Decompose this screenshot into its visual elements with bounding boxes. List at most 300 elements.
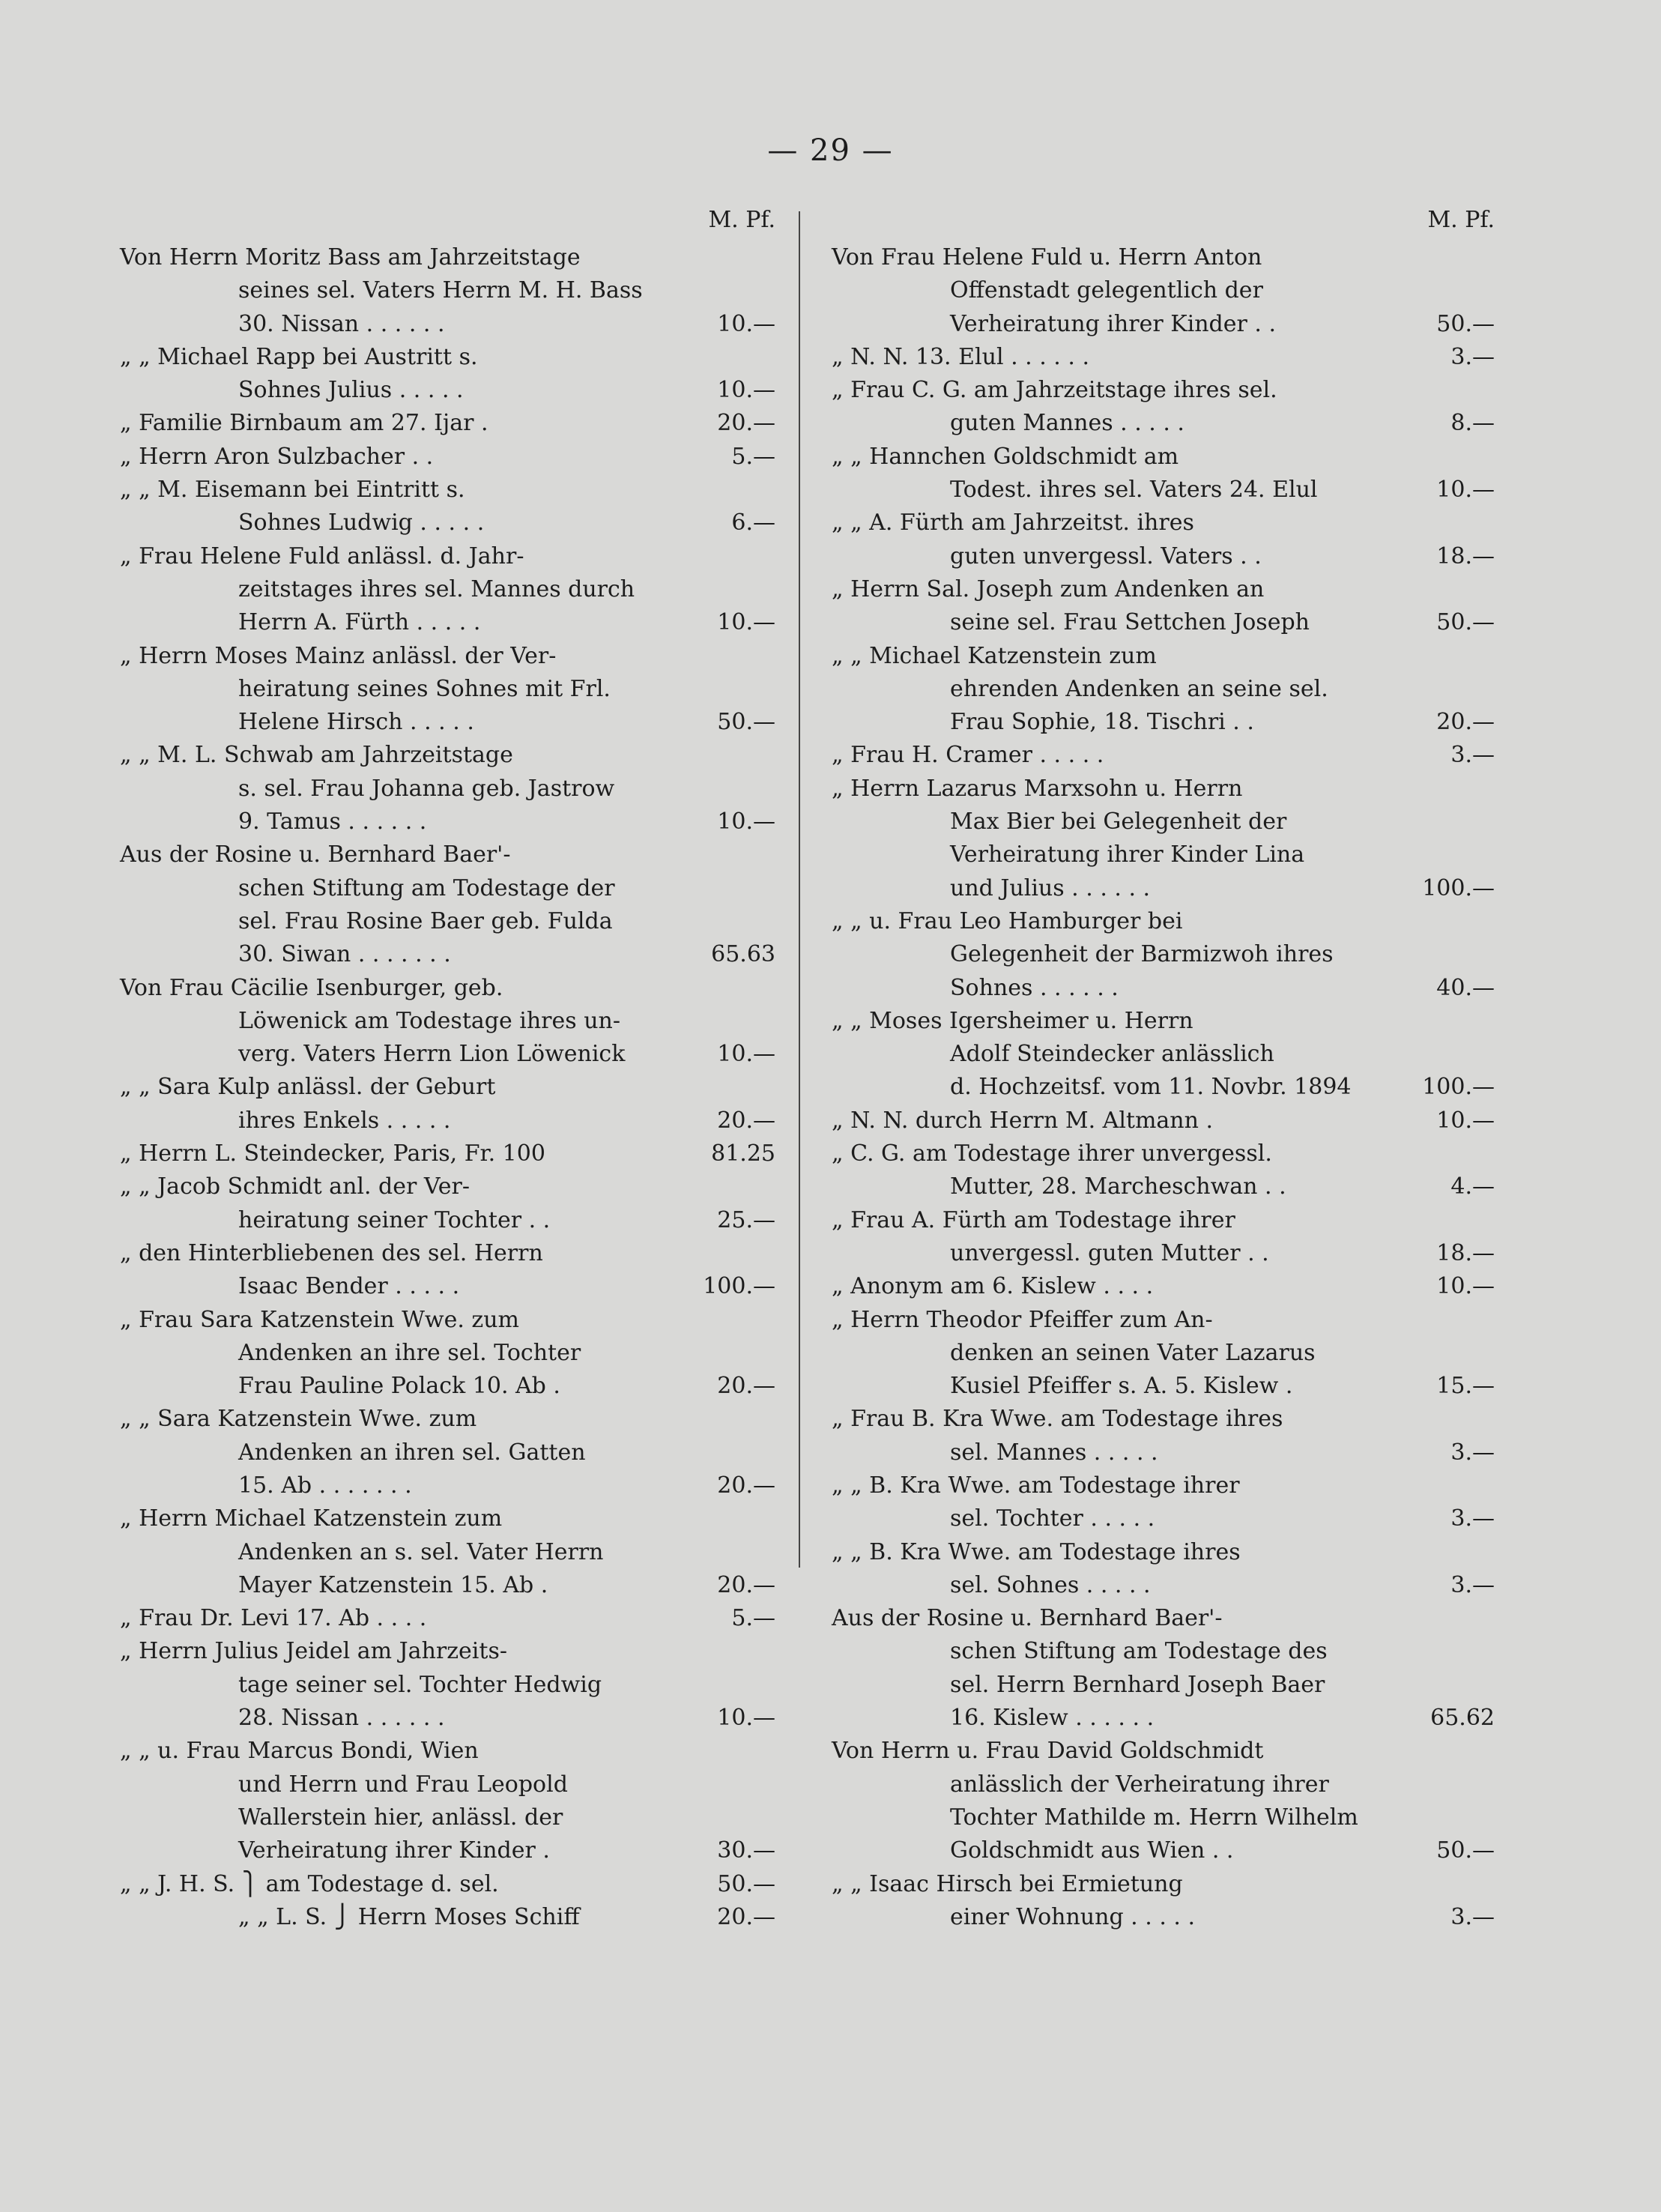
entry-text: Adolf Steindecker anlässlich [950, 1041, 1274, 1068]
entry-line [120, 905, 775, 938]
donation-entry [832, 1735, 1495, 1867]
entry-line [120, 507, 775, 540]
entry-amount: 10.— [717, 609, 775, 636]
entry-text: „ Familie Birnbaum am 27. Ijar . [120, 410, 488, 437]
entry-text: Mayer Katzenstein 15. Ab . [238, 1571, 548, 1598]
entry-amount: 18.— [1436, 1239, 1495, 1266]
entry-text: Herrn A. Fürth . . . . . [238, 609, 481, 636]
entry-line [120, 1005, 775, 1038]
entry-text: „ Herrn Julius Jeidel am Jahrzeits- [120, 1638, 507, 1665]
entry-line [832, 1237, 1495, 1270]
donation-entry [832, 573, 1495, 640]
entry-line [832, 407, 1495, 440]
donation-entry [120, 838, 775, 971]
entry-line [832, 1170, 1495, 1203]
entry-line [120, 1602, 775, 1635]
entry-line [120, 1170, 775, 1203]
entry-text: „ den Hinterbliebenen des sel. Herrn [120, 1239, 543, 1266]
entry-amount: 10.— [717, 377, 775, 404]
entry-amount: 4.— [1450, 1173, 1495, 1200]
entry-text: Sohnes . . . . . . [950, 974, 1119, 1001]
entry-amount: 20.— [717, 1571, 775, 1598]
entry-line [832, 507, 1495, 540]
entry-text: denken an seinen Vater Lazarus [950, 1339, 1316, 1366]
entry-text: Verheiratung ihrer Kinder Lina [950, 841, 1305, 868]
entry-line [120, 1204, 775, 1237]
entry-amount: 50.— [1436, 609, 1495, 636]
entry-line [120, 773, 775, 806]
entry-text: „ N. N. 13. Elul . . . . . . [832, 343, 1089, 370]
entry-amount: 50.— [717, 1870, 775, 1897]
entry-line [832, 1370, 1495, 1403]
donation-entry [120, 1170, 775, 1237]
donation-entry [832, 1005, 1495, 1105]
entry-line [120, 1669, 775, 1702]
entry-text: „ Frau B. Kra Wwe. am Todestage ihres [832, 1406, 1283, 1433]
entry-line [832, 938, 1495, 971]
entry-text: d. Hochzeitsf. vom 11. Novbr. 1894 [950, 1074, 1352, 1101]
donation-entry [832, 1868, 1495, 1935]
entry-line [832, 1635, 1495, 1668]
entry-line [832, 1270, 1495, 1303]
entry-line [120, 1370, 775, 1403]
entry-text: „ „ B. Kra Wwe. am Todestage ihrer [832, 1472, 1240, 1499]
entry-text: Von Frau Helene Fuld u. Herrn Anton [832, 244, 1262, 271]
donation-entry [832, 1602, 1495, 1735]
donation-entry [120, 640, 775, 740]
entry-line [832, 1071, 1495, 1104]
entry-line [832, 1901, 1495, 1934]
entry-text: sel. Tochter . . . . . [950, 1505, 1155, 1532]
donation-entry [832, 1105, 1495, 1137]
entry-line [832, 1436, 1495, 1469]
entry-line [120, 1105, 775, 1137]
entry-text: 30. Siwan . . . . . . . [238, 941, 451, 968]
donation-entry [120, 1868, 775, 1935]
entry-text: heiratung seiner Tochter . . [238, 1206, 551, 1233]
entry-line [832, 474, 1495, 507]
entry-amount: 25.— [717, 1206, 775, 1233]
entry-amount: 3.— [1450, 742, 1495, 769]
entry-line [832, 1403, 1495, 1436]
donation-entry [120, 1635, 775, 1735]
donation-entry [120, 1071, 775, 1137]
entry-line [832, 673, 1495, 706]
entry-amount: 40.— [1436, 974, 1495, 1001]
entry-line [120, 1868, 775, 1901]
entry-line [120, 1735, 775, 1768]
donation-entry [120, 241, 775, 341]
entry-text: Sohnes Ludwig . . . . . [238, 510, 485, 537]
entry-text: 30. Nissan . . . . . . [238, 310, 445, 337]
entry-line [832, 1304, 1495, 1337]
entry-text: Max Bier bei Gelegenheit der [950, 809, 1287, 835]
entry-line [120, 407, 775, 440]
entry-line [832, 1868, 1495, 1901]
entry-text: zeitstages ihres sel. Mannes durch [238, 575, 635, 602]
donation-entry [120, 474, 775, 540]
entry-text: anlässlich der Verheiratung ihrer [950, 1771, 1329, 1798]
entry-text: „ Herrn Theodor Pfeiffer zum An- [832, 1306, 1213, 1333]
entry-amount: 100.— [1422, 1074, 1495, 1101]
entry-text: „ Herrn Sal. Joseph zum Andenken an [832, 575, 1265, 602]
entry-amount: 20.— [717, 1373, 775, 1400]
entry-text: Andenken an s. sel. Vater Herrn [238, 1538, 604, 1565]
donation-entry [832, 441, 1495, 507]
entry-amount: 10.— [717, 1705, 775, 1732]
entry-line [120, 606, 775, 639]
entry-amount: 3.— [1450, 343, 1495, 370]
entry-amount: 20.— [717, 1472, 775, 1499]
donation-entry [832, 241, 1495, 341]
donation-entry [832, 374, 1495, 441]
entry-text: „ „ M. Eisemann bei Eintritt s. [120, 477, 465, 504]
entry-text: „ Anonym am 6. Kislew . . . . [832, 1273, 1154, 1300]
entry-text: einer Wohnung . . . . . [950, 1903, 1196, 1930]
entry-text: „ „ Moses Igersheimer u. Herrn [832, 1007, 1193, 1034]
entry-text: Löwenick am Todestage ihres un- [238, 1007, 620, 1034]
entry-line [120, 274, 775, 307]
entry-line [832, 1801, 1495, 1834]
entry-text: sel. Frau Rosine Baer geb. Fulda [238, 907, 613, 934]
entry-line [120, 1469, 775, 1502]
entry-line [120, 1702, 775, 1735]
entry-text: Verheiratung ihrer Kinder . [238, 1837, 550, 1864]
entry-line [832, 905, 1495, 938]
donation-entry [120, 540, 775, 640]
entry-text: Von Frau Cäcilie Isenburger, geb. [120, 974, 503, 1001]
entry-line [120, 374, 775, 407]
donation-entry [120, 341, 775, 408]
entry-line [832, 1005, 1495, 1038]
entry-amount: 20.— [717, 410, 775, 437]
entry-text: Von Herrn Moritz Bass am Jahrzeitstage [120, 244, 581, 271]
entry-line [832, 1602, 1495, 1635]
entry-amount: 20.— [717, 1107, 775, 1134]
entry-line [832, 1569, 1495, 1602]
entry-text: s. sel. Frau Johanna geb. Jastrow [238, 775, 615, 802]
entry-line [832, 1768, 1495, 1801]
donation-entry [832, 341, 1495, 374]
entry-text: Frau Sophie, 18. Tischri . . [950, 709, 1254, 736]
entry-line [832, 806, 1495, 838]
entry-line [832, 606, 1495, 639]
entry-line [832, 706, 1495, 739]
entry-line [832, 1337, 1495, 1370]
entry-amount: 65.63 [711, 941, 775, 968]
entry-text: unvergessl. guten Mutter . . [950, 1239, 1269, 1266]
entry-text: 9. Tamus . . . . . . [238, 809, 427, 835]
entry-line [120, 474, 775, 507]
entry-amount: 10.— [1436, 1107, 1495, 1134]
entry-amount: 15.— [1436, 1373, 1495, 1400]
entry-text: „ Herrn Moses Mainz anlässl. der Ver- [120, 642, 557, 669]
entry-text: seine sel. Frau Settchen Joseph [950, 609, 1310, 636]
left-entries [120, 241, 775, 1934]
entry-line [120, 706, 775, 739]
entry-text: schen Stiftung am Todestage der [238, 874, 615, 901]
entry-text: und Julius . . . . . . [950, 874, 1151, 901]
donation-entry [120, 739, 775, 838]
entry-line [832, 640, 1495, 673]
entry-line [832, 441, 1495, 474]
entry-line [120, 1569, 775, 1602]
donation-entry [832, 640, 1495, 740]
entry-text: 16. Kislew . . . . . . [950, 1705, 1155, 1732]
entry-text: Todest. ihres sel. Vaters 24. Elul [950, 477, 1318, 504]
entry-text: Mutter, 28. Marcheschwan . . [950, 1173, 1286, 1200]
entry-text: „ Frau C. G. am Jahrzeitstage ihres sel. [832, 377, 1277, 404]
entry-line [120, 1304, 775, 1337]
donation-entry [120, 407, 775, 440]
entry-line [832, 540, 1495, 573]
entry-text: guten unvergessl. Vaters . . [950, 543, 1262, 569]
entry-line [832, 1469, 1495, 1502]
entry-text: sel. Mannes . . . . . [950, 1439, 1158, 1466]
entry-amount: 20.— [1436, 709, 1495, 736]
entry-amount: 5.— [731, 1605, 775, 1632]
page-number: — 29 — [767, 133, 894, 168]
entry-line [120, 673, 775, 706]
entry-line [120, 1768, 775, 1801]
entry-line [120, 806, 775, 838]
entry-amount: 3.— [1450, 1505, 1495, 1532]
unit-header-label: M. Pf. [708, 207, 775, 233]
donation-entry [832, 1137, 1495, 1204]
entry-amount: 18.— [1436, 543, 1495, 569]
entry-amount: 3.— [1450, 1571, 1495, 1598]
entry-text: „ Frau Helene Fuld anlässl. d. Jahr- [120, 543, 524, 569]
entry-line [832, 274, 1495, 307]
entry-amount: 20.— [717, 1903, 775, 1930]
entry-amount: 3.— [1450, 1439, 1495, 1466]
entry-text: schen Stiftung am Todestage des [950, 1638, 1328, 1665]
entry-line [832, 1038, 1495, 1071]
donation-entry [832, 1403, 1495, 1469]
entry-line [832, 1834, 1495, 1867]
donation-entry [120, 972, 775, 1072]
donation-entry [120, 1304, 775, 1403]
entry-text: „ Herrn L. Steindecker, Paris, Fr. 100 [120, 1140, 545, 1167]
donation-entry [120, 441, 775, 474]
entry-line [120, 1137, 775, 1170]
entry-line [832, 773, 1495, 806]
entry-line [120, 341, 775, 374]
entry-text: „ Frau H. Cramer . . . . . [832, 742, 1104, 769]
entry-line [832, 573, 1495, 606]
donation-entry [832, 1270, 1495, 1303]
right-entries [832, 241, 1495, 1934]
entry-text: „ Frau A. Fürth am Todestage ihrer [832, 1206, 1235, 1233]
entry-text: und Herrn und Frau Leopold [238, 1771, 568, 1798]
left-unit-header [120, 207, 775, 241]
entry-text: Goldschmidt aus Wien . . [950, 1837, 1234, 1864]
entry-line [120, 1337, 775, 1370]
entry-text: „ Herrn Aron Sulzbacher . . [120, 443, 434, 470]
donation-entry [832, 1304, 1495, 1403]
entry-text: „ „ M. L. Schwab am Jahrzeitstage [120, 742, 513, 769]
donation-entry [832, 1536, 1495, 1603]
entry-line [120, 1635, 775, 1668]
entry-line [120, 1403, 775, 1436]
entry-amount: 10.— [1436, 477, 1495, 504]
entry-line [832, 341, 1495, 374]
entry-amount: 10.— [1436, 1273, 1495, 1300]
entry-line [832, 1536, 1495, 1569]
unit-header-label: M. Pf. [1427, 207, 1495, 233]
entry-text: „ Frau Sara Katzenstein Wwe. zum [120, 1306, 519, 1333]
entry-text: „ „ u. Frau Marcus Bondi, Wien [120, 1738, 479, 1765]
entry-line [832, 1502, 1495, 1535]
entry-amount: 10.— [717, 310, 775, 337]
entry-amount: 65.62 [1430, 1705, 1495, 1732]
entry-amount: 50.— [717, 709, 775, 736]
entry-text: Von Herrn u. Frau David Goldschmidt [832, 1738, 1264, 1765]
entry-amount: 81.25 [711, 1140, 775, 1167]
entry-line [120, 1038, 775, 1071]
donation-entry [120, 1403, 775, 1502]
entry-amount: 10.— [717, 809, 775, 835]
entry-text: Andenken an ihren sel. Gatten [238, 1439, 586, 1466]
entry-line [832, 872, 1495, 905]
entry-text: Offenstadt gelegentlich der [950, 277, 1263, 304]
entry-text: Tochter Mathilde m. Herrn Wilhelm [950, 1804, 1358, 1831]
entry-text: Helene Hirsch . . . . . [238, 709, 474, 736]
entry-text: Frau Pauline Polack 10. Ab . [238, 1373, 560, 1400]
entry-text: sel. Sohnes . . . . . [950, 1571, 1151, 1598]
right-unit-header [832, 207, 1495, 241]
left-column [120, 207, 775, 1934]
entry-line [120, 573, 775, 606]
entry-line [832, 739, 1495, 772]
donation-entry [120, 1735, 775, 1867]
entry-text: Gelegenheit der Barmizwoh ihres [950, 941, 1334, 968]
entry-text: Andenken an ihre sel. Tochter [238, 1339, 581, 1366]
entry-line [832, 241, 1495, 274]
entry-text: ehrenden Andenken an seine sel. [950, 675, 1328, 702]
entry-line [120, 1436, 775, 1469]
donation-entry [832, 905, 1495, 1005]
entry-text: „ Frau Dr. Levi 17. Ab . . . . [120, 1605, 427, 1632]
entry-line [120, 1270, 775, 1303]
entry-line [120, 308, 775, 341]
entry-line [120, 241, 775, 274]
entry-amount: 30.— [717, 1837, 775, 1864]
entry-text: Kusiel Pfeiffer s. A. 5. Kislew . [950, 1373, 1293, 1400]
entry-text: „ „ Isaac Hirsch bei Ermietung [832, 1870, 1183, 1897]
donation-entry [832, 739, 1495, 772]
entry-amount: 100.— [703, 1273, 775, 1300]
donation-entry [832, 1204, 1495, 1271]
entry-text: Isaac Bender . . . . . [238, 1273, 460, 1300]
entry-text: Sohnes Julius . . . . . [238, 377, 464, 404]
entry-amount: 3.— [1450, 1903, 1495, 1930]
entry-text: „ Herrn Lazarus Marxsohn u. Herrn [832, 775, 1243, 802]
entry-amount: 8.— [1450, 410, 1495, 437]
column-divider [799, 211, 800, 1568]
entry-line [120, 972, 775, 1005]
donation-entry [120, 1137, 775, 1170]
entry-text: 15. Ab . . . . . . . [238, 1472, 412, 1499]
donation-entry [120, 1237, 775, 1304]
entry-amount: 5.— [731, 443, 775, 470]
entry-text: 28. Nissan . . . . . . [238, 1705, 445, 1732]
entry-line [120, 640, 775, 673]
entry-text: „ N. N. durch Herrn M. Altmann . [832, 1107, 1214, 1134]
entry-text: „ „ A. Fürth am Jahrzeitst. ihres [832, 510, 1194, 537]
entry-text: „ „ Sara Katzenstein Wwe. zum [120, 1406, 477, 1433]
entry-text: „ Herrn Michael Katzenstein zum [120, 1505, 503, 1532]
entry-line [832, 1669, 1495, 1702]
entry-text: Aus der Rosine u. Bernhard Baer'- [832, 1605, 1223, 1632]
right-column [832, 207, 1495, 1934]
entry-text: „ „ u. Frau Leo Hamburger bei [832, 907, 1183, 934]
entry-line [832, 1702, 1495, 1735]
entry-line [120, 441, 775, 474]
donation-entry [832, 507, 1495, 573]
donation-entry [120, 1502, 775, 1602]
entry-text: tage seiner sel. Tochter Hedwig [238, 1671, 602, 1698]
entry-line [832, 972, 1495, 1005]
entry-line [120, 1901, 775, 1934]
entry-amount: 6.— [731, 510, 775, 537]
entry-line [120, 938, 775, 971]
entry-line [120, 872, 775, 905]
entry-line [832, 1204, 1495, 1237]
entry-text: „ „ Michael Katzenstein zum [832, 642, 1157, 669]
entry-line [832, 1105, 1495, 1137]
entry-line [120, 739, 775, 772]
donation-entry [832, 1469, 1495, 1536]
entry-line [832, 1137, 1495, 1170]
donation-entry [120, 1602, 775, 1635]
donation-entry [832, 773, 1495, 905]
entry-text: „ „ Michael Rapp bei Austritt s. [120, 343, 478, 370]
entry-text: „ „ J. H. S. ⎫ am Todestage d. sel. [120, 1870, 499, 1897]
entry-line [120, 1237, 775, 1270]
entry-text: seines sel. Vaters Herrn M. H. Bass [238, 277, 643, 304]
entry-amount: 10.— [717, 1041, 775, 1068]
entry-text: „ „ Jacob Schmidt anl. der Ver- [120, 1173, 471, 1200]
entry-line [120, 1834, 775, 1867]
entry-text: heiratung seines Sohnes mit Frl. [238, 675, 611, 702]
entry-text: Wallerstein hier, anlässl. der [238, 1804, 563, 1831]
entry-text: ihres Enkels . . . . . [238, 1107, 451, 1134]
entry-text: „ „ Hannchen Goldschmidt am [832, 443, 1179, 470]
entry-line [120, 1801, 775, 1834]
entry-line [832, 374, 1495, 407]
entry-line [120, 1536, 775, 1569]
entry-line [832, 308, 1495, 341]
entry-amount: 100.— [1422, 874, 1495, 901]
entry-text: guten Mannes . . . . . [950, 410, 1185, 437]
entry-line [832, 1735, 1495, 1768]
entry-text: Aus der Rosine u. Bernhard Baer'- [120, 841, 511, 868]
entry-text: Verheiratung ihrer Kinder . . [950, 310, 1276, 337]
entry-amount: 50.— [1436, 1837, 1495, 1864]
entry-text: „ „ Sara Kulp anlässl. der Geburt [120, 1074, 496, 1101]
entry-line [120, 838, 775, 871]
entry-line [120, 1502, 775, 1535]
entry-text: verg. Vaters Herrn Lion Löwenick [238, 1041, 626, 1068]
entry-text: „ „ B. Kra Wwe. am Todestage ihres [832, 1538, 1241, 1565]
entry-line [120, 1071, 775, 1104]
entry-line [832, 838, 1495, 871]
entry-text: sel. Herrn Bernhard Joseph Baer [950, 1671, 1325, 1698]
entry-line [120, 540, 775, 573]
entry-text: „ „ L. S. ⎭ Herrn Moses Schiff [238, 1903, 580, 1930]
entry-amount: 50.— [1436, 310, 1495, 337]
